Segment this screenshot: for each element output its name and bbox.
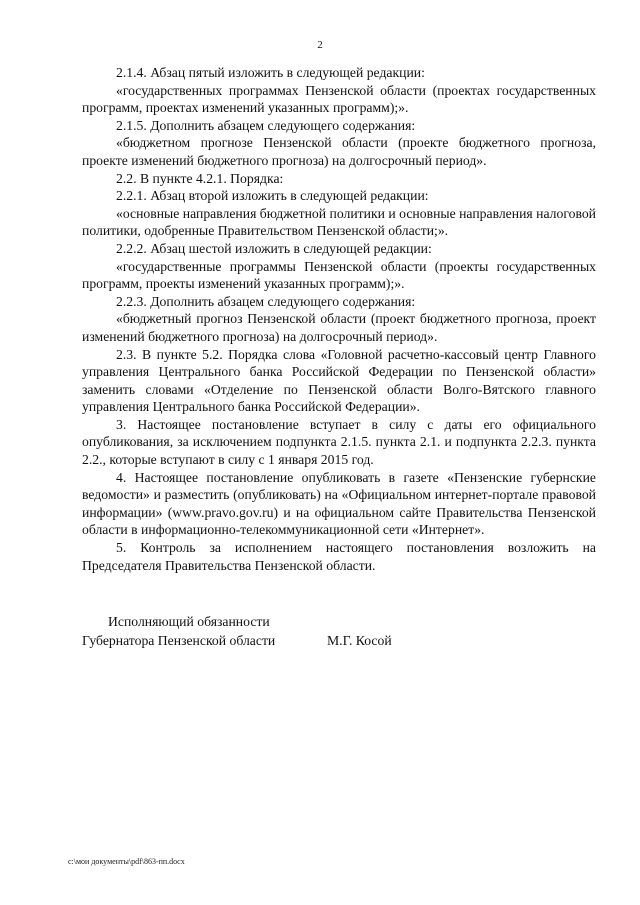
signature-title-line1: Исполняющий обязанности <box>108 614 270 629</box>
paragraph-2-3: 2.3. В пункте 5.2. Порядка слова «Головной расчетно-кассовый центр Главного управления Центрального банка Российской Федерации по Пензенской области» заменить словами «Отделение по Пензенской области Волго-Вятского главного управления Центрального банка Российской Федерации». <box>82 346 596 415</box>
paragraph-2-2-2: 2.2.2. Абзац шестой изложить в следующей редакции: <box>116 240 432 256</box>
paragraph-5: 5. Контроль за исполнением настоящего постановления возложить на Председателя Правительства Пензенской области. <box>82 540 596 573</box>
signature-title-line2: Губернатора Пензенской области <box>82 633 276 648</box>
paragraph-2-1-5: 2.1.5. Дополнить абзацем следующего содержания: <box>116 117 416 133</box>
signatory-name: М.Г. Косой <box>327 633 392 648</box>
paragraph-quote-state-programs-2: «государственные программы Пензенской области (проекты государственных программ, проекты изменений указанных программ);». <box>82 258 596 292</box>
paragraph-4: 4. Настоящее постановление опубликовать в газете «Пензенские губернские ведомости» и разместить (опубликовать) на «Официальном интернет-портале правовой информации» (www.pravo.gov.ru) и на официальном сайте Правительства Пензенской области в информационно-телекоммуникационной сети «Интернет». <box>82 469 596 538</box>
paragraph-2-2-1: 2.2.1. Абзац второй изложить в следующей редакции: <box>116 188 429 204</box>
paragraph-3: 3. Настоящее постановление вступает в силу с даты его официального опубликования, за исключением подпункта 2.1.5. пункта 2.1. и подпункта 2.2.3. пункта 2.2., которые вступают в силу с 1 января 2015 год. <box>82 416 596 468</box>
page-number: 2 <box>317 39 323 51</box>
paragraph-quote-budget-policy: «основные направления бюджетной политики и основные направления налоговой политики, одобренные Правительством Пензенской области;». <box>82 205 596 239</box>
paragraph-quote-budget-forecast: «бюджетном прогнозе Пензенской области (проекте бюджетного прогноза, проекте изменений бюджетного прогноза) на долгосрочный период». <box>82 135 596 168</box>
paragraph-quote-budget-forecast-2: «бюджетный прогноз Пензенской области (проект бюджетного прогноза, проект изменений бюджетного прогноза) на долгосрочный период». <box>82 311 596 344</box>
footer-file-path: c:\мои документы\pdf\863-пп.docx <box>68 857 185 866</box>
paragraph-2-2-3: 2.2.3. Дополнить абзацем следующего содержания: <box>116 293 416 309</box>
paragraph-quote-state-programs: «государственных программах Пензенской области (проектах государственных программ, проектах изменений указанных программ);». <box>82 82 596 116</box>
document-body <box>82 64 596 574</box>
paragraph-2-1-4: 2.1.4. Абзац пятый изложить в следующей редакции: <box>116 65 425 80</box>
paragraph-2-2: 2.2. В пункте 4.2.1. Порядка: <box>116 170 284 186</box>
